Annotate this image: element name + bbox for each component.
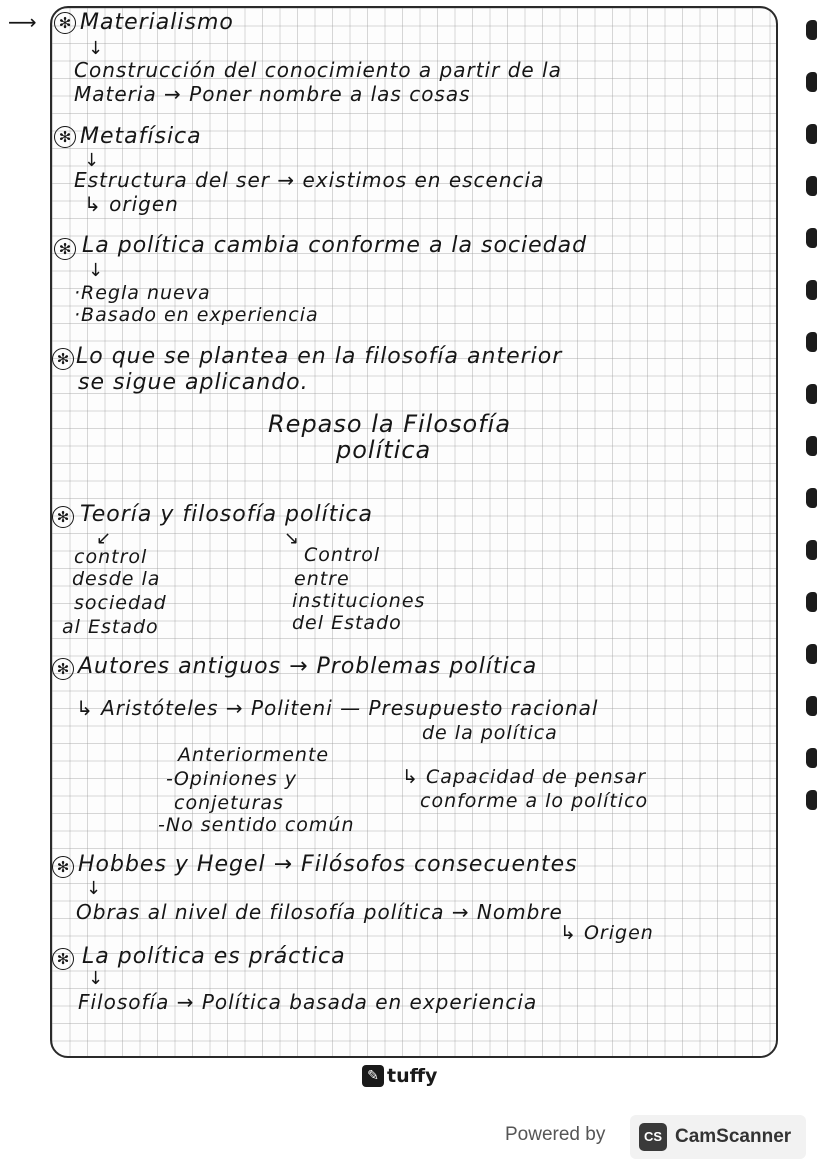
section-title: Teoría y filosofía política (80, 502, 374, 527)
note-line: ↳ Origen (560, 922, 654, 944)
note-line: -Opiniones y (166, 768, 298, 790)
down-arrow-icon: ↓ (88, 38, 104, 59)
camscanner-name: CamScanner (675, 1126, 792, 1147)
note-line: desde la (72, 568, 161, 590)
asterisk-bullet-icon: ✻ (52, 948, 74, 970)
note-line: instituciones (292, 590, 426, 612)
down-arrow-icon: ↓ (88, 968, 104, 989)
binding-ring (806, 540, 817, 560)
note-line: Lo que se plantea en la filosofía anterior (76, 344, 563, 369)
binding-ring (806, 790, 817, 810)
section-title: Materialismo (80, 10, 234, 35)
camscanner-badge[interactable] (630, 1115, 806, 1159)
binding-ring (806, 748, 817, 768)
note-line: Construcción del conocimiento a partir de la (74, 58, 562, 82)
note-line: -No sentido común (158, 814, 355, 836)
binding-ring (806, 436, 817, 456)
powered-by-label: Powered by (505, 1124, 606, 1145)
binding-ring (806, 384, 817, 404)
binding-ring (806, 488, 817, 508)
section-title: Hobbes y Hegel → Filósofos consecuentes (78, 852, 578, 877)
page-heading: política (336, 436, 432, 464)
binding-ring (806, 592, 817, 612)
asterisk-bullet-icon: ✻ (54, 238, 76, 260)
note-line: al Estado (62, 616, 159, 638)
spiral-binding (800, 20, 820, 800)
note-line: control (74, 546, 148, 568)
note-line: Materia → Poner nombre a las cosas (74, 82, 471, 106)
asterisk-bullet-icon: ✻ (54, 12, 76, 34)
note-line: Control (304, 544, 381, 566)
asterisk-bullet-icon: ✻ (52, 856, 74, 878)
down-right-arrow-icon: ↘ (284, 528, 300, 549)
section-title: La política es práctica (82, 944, 346, 969)
section-title: Metafísica (80, 124, 202, 149)
binding-ring (806, 228, 817, 248)
down-arrow-icon: ↓ (88, 260, 104, 281)
note-line: Obras al nivel de filosofía política → Nombre (76, 900, 563, 924)
note-line: del Estado (292, 612, 402, 634)
bullet-item: ·Basado en experiencia (74, 304, 319, 326)
note-line: ↳ Aristóteles → Politeni — Presupuesto racional (76, 696, 599, 720)
binding-ring (806, 332, 817, 352)
tuffy-wordmark: tuffy (387, 1065, 438, 1087)
bullet-item: ·Regla nueva (74, 282, 211, 304)
note-line: Filosofía → Política basada en experiencia (78, 990, 538, 1014)
section-title: Autores antiguos → Problemas política (78, 654, 538, 679)
tuffy-logo (362, 1064, 437, 1088)
page-heading: Repaso la Filosofía (268, 410, 512, 438)
asterisk-bullet-icon: ✻ (52, 658, 74, 680)
note-line: ↳ origen (84, 192, 179, 216)
asterisk-bullet-icon: ✻ (54, 126, 76, 148)
tuffy-logo-icon: ✎ (362, 1065, 384, 1087)
binding-ring (806, 644, 817, 664)
binding-ring (806, 20, 817, 40)
asterisk-bullet-icon: ✻ (52, 348, 74, 370)
down-arrow-icon: ↓ (84, 150, 100, 171)
binding-ring (806, 280, 817, 300)
note-line: sociedad (74, 592, 167, 614)
section-title: La política cambia conforme a la sociedad (82, 233, 588, 258)
down-arrow-icon: ↙ (96, 528, 112, 549)
camscanner-logo-icon: CS (639, 1123, 667, 1151)
binding-ring (806, 696, 817, 716)
note-line: de la política (422, 722, 558, 744)
note-line: conjeturas (174, 792, 284, 814)
down-arrow-icon: ↓ (86, 878, 102, 899)
note-line: se sigue aplicando. (78, 370, 309, 395)
note-line: Estructura del ser → existimos en escencia (74, 168, 545, 192)
note-line: entre (294, 568, 350, 590)
binding-ring (806, 72, 817, 92)
note-line: ↳ Capacidad de pensar (402, 766, 647, 788)
note-line: conforme a lo político (420, 790, 649, 812)
asterisk-bullet-icon: ✻ (52, 506, 74, 528)
binding-ring (806, 176, 817, 196)
note-line: Anteriormente (178, 744, 330, 766)
binding-ring (806, 124, 817, 144)
margin-arrow-icon: ⟶ (8, 10, 37, 34)
